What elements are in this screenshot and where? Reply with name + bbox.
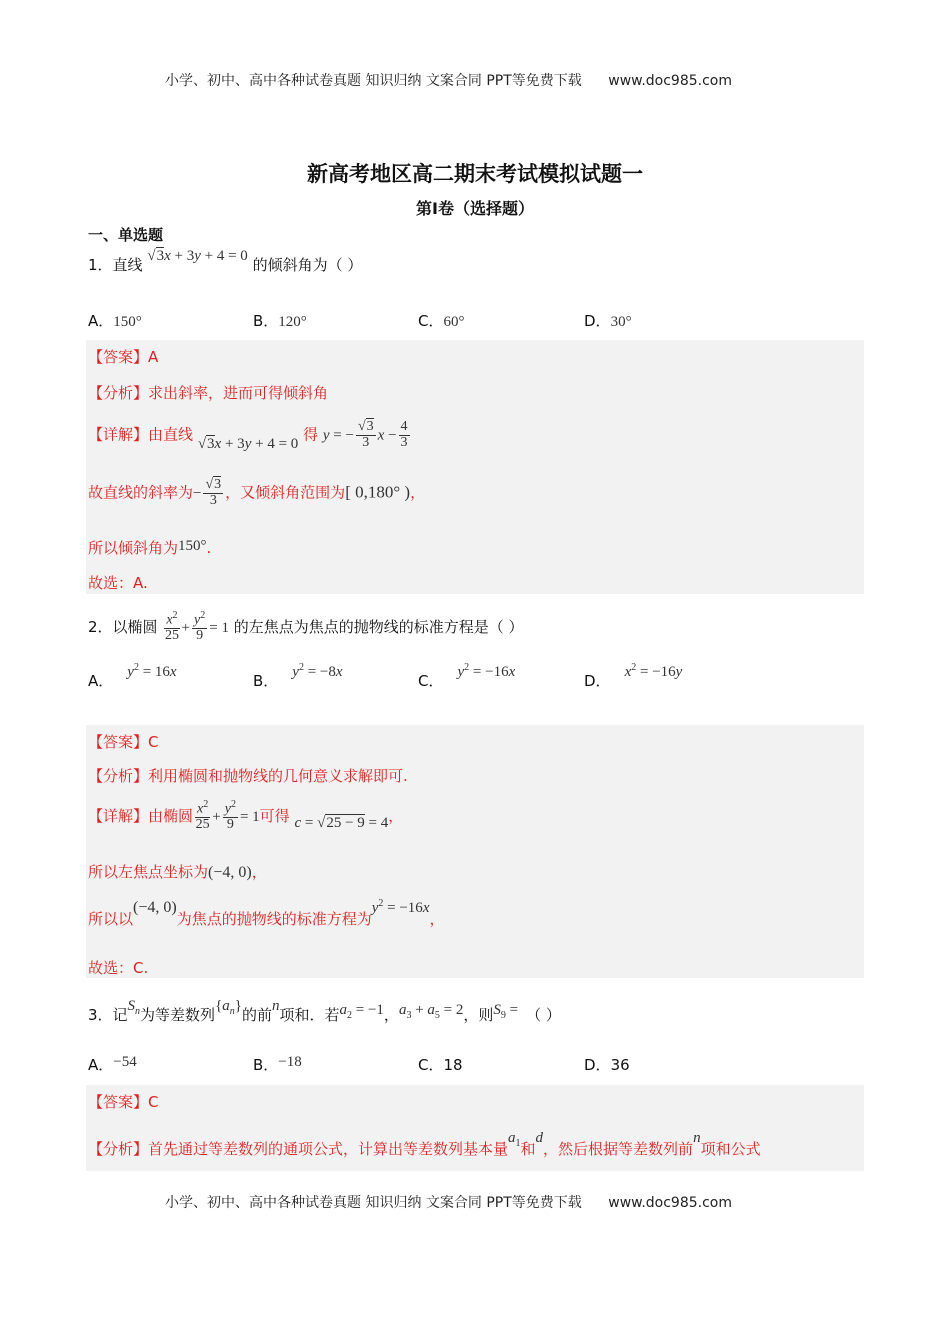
banner-text-bottom: 小学、初中、高中各种试卷真题 知识归纳 文案合同 PPT等免费下载 — [165, 1195, 582, 1211]
q2-answer: 【答案】C — [88, 733, 159, 751]
q3-option-b[interactable]: B．−18 — [253, 1054, 302, 1074]
q1-option-b[interactable]: B．120° — [253, 312, 307, 330]
q2-detail: 【详解】由椭圆 $\frac{x^2}{25}$ + $\frac{y^2}{9}$ = 1可得 c = √25 − 9 = 4， — [88, 799, 404, 833]
q1-prefix: 1．直线 — [88, 256, 143, 274]
q1-detail: 【详解】由直线 √3x + 3y + 4 = 0 得 y = − $\frac{√3}{3}$ x − $\frac{4}{3}$ — [88, 419, 408, 452]
q2-focus-line: 所以左焦点坐标为(−4, 0)， — [88, 863, 267, 881]
q1-suffix: 的倾斜角为（ ） — [252, 256, 363, 274]
q3-option-d[interactable]: D．36 — [584, 1056, 630, 1074]
q3-answer: 【答案】C — [88, 1093, 159, 1111]
q2-analysis: 【分析】利用椭圆和抛物线的几何意义求解即可. — [88, 767, 408, 785]
section-heading: 一、单选题 — [88, 226, 164, 244]
q1-equation: √3x + 3y + 4 = 0 — [147, 248, 248, 264]
top-banner — [165, 70, 732, 90]
q2-suffix: 的左焦点为焦点的抛物线的标准方程是（ ） — [233, 618, 524, 637]
banner-url[interactable]: www.doc985.com — [608, 73, 732, 89]
q1-option-a[interactable]: A．150° — [88, 312, 142, 330]
page-title: 新高考地区高二期末考试模拟试题一 — [307, 162, 643, 186]
question-3: 3．记$S_n$为等差数列$\{a_n\}$的前n项和．若$a_2 = -1$，$a_3 + a_5 = 2$，则$S_9$ = （ ） — [88, 998, 561, 1024]
q2-choice: 故选：C. — [88, 959, 149, 977]
q1-choice: 故选：A. — [88, 574, 148, 592]
q1-slope-line: 故直线的斜率为− $\frac{√3}{3}$ ，又倾斜角范围为[ 0,180° )， — [88, 477, 426, 508]
banner-text: 小学、初中、高中各种试卷真题 知识归纳 文案合同 PPT等免费下载 — [165, 73, 582, 89]
q1-answer: 【答案】A — [88, 348, 159, 366]
question-1 — [88, 248, 363, 275]
q2-answer-box — [86, 725, 864, 978]
q2-option-d[interactable]: D． $x^2 = -16y$ — [584, 662, 683, 690]
q2-parabola-line: 所以以(−4, 0)为焦点的抛物线的标准方程为$y^2 = -16x$， — [88, 898, 445, 928]
page-subtitle: 第I卷（选择题） — [416, 199, 534, 218]
bottom-banner — [165, 1192, 732, 1212]
q3-option-c[interactable]: C．18 — [418, 1056, 463, 1074]
q1-option-c[interactable]: C．60° — [418, 312, 465, 330]
q3-analysis: 【分析】首先通过等差数列的通项公式，计算出等差数列基本量$a_1$和d，然后根据等差数列前n项和公式 — [88, 1130, 761, 1158]
q3-option-a[interactable]: A．−54 — [88, 1054, 137, 1074]
question-2: 2．以椭圆 $\frac{x^2}{25}$ + $\frac{y^2}{9}$ = 1 的左焦点为焦点的抛物线的标准方程是（ ） — [88, 610, 524, 644]
q1-analysis: 【分析】求出斜率，进而可得倾斜角 — [88, 384, 329, 402]
q1-angle-line: 所以倾斜角为150°. — [88, 538, 212, 557]
q2-prefix: 2．以椭圆 — [88, 618, 158, 637]
q2-option-a[interactable]: A． $y^2 = 16x$ — [88, 662, 177, 690]
q2-option-b[interactable]: B． $y^2 = -8x$ — [253, 662, 343, 690]
q1-option-d[interactable]: D．30° — [584, 312, 632, 330]
q2-option-c[interactable]: C． $y^2 = -16x$ — [418, 662, 516, 690]
banner-url-bottom[interactable]: www.doc985.com — [608, 1195, 732, 1211]
